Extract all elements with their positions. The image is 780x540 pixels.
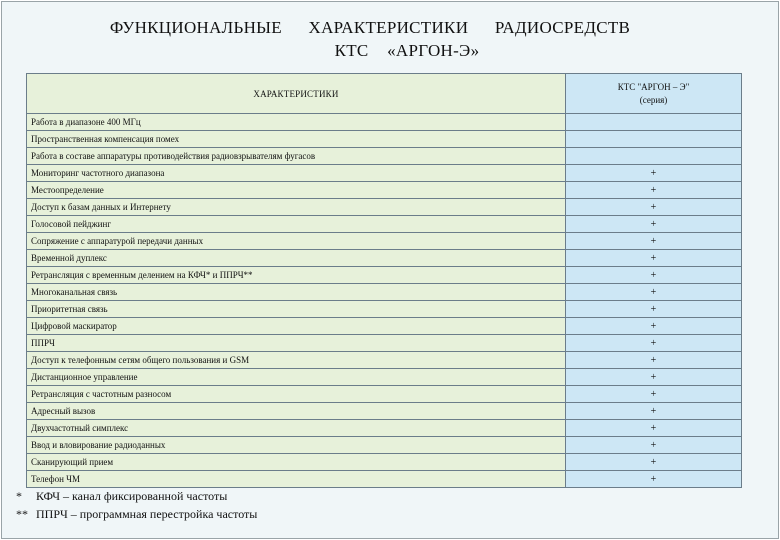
support-mark-value: + xyxy=(650,337,657,349)
table-row xyxy=(27,420,742,437)
characteristics-header-label: ХАРАКТЕРИСТИКИ xyxy=(253,88,339,99)
support-mark-value: + xyxy=(650,167,657,179)
support-mark xyxy=(566,301,742,318)
support-mark xyxy=(566,216,742,233)
table-row xyxy=(27,233,742,250)
support-mark-value: + xyxy=(650,201,657,213)
page-title xyxy=(2,16,778,62)
support-mark-value: + xyxy=(650,303,657,315)
support-mark xyxy=(566,335,742,352)
support-mark xyxy=(566,148,742,165)
support-mark-value: + xyxy=(650,320,657,332)
characteristics-table xyxy=(26,73,742,488)
support-mark-value: + xyxy=(650,269,657,281)
characteristic-label: Местоопределение xyxy=(27,182,566,199)
table-row xyxy=(27,165,742,182)
support-mark xyxy=(566,454,742,471)
support-mark xyxy=(566,437,742,454)
support-mark-value: + xyxy=(650,371,657,383)
support-mark xyxy=(566,165,742,182)
support-mark xyxy=(566,131,742,148)
support-mark xyxy=(566,267,742,284)
table-row xyxy=(27,386,742,403)
characteristic-label: Дистанционное управление xyxy=(27,369,566,386)
characteristic-label: Сканирующий прием xyxy=(27,454,566,471)
characteristic-label: Ретрансляция с временным делением на КФЧ* и ППРЧ** xyxy=(27,267,566,284)
table-row xyxy=(27,318,742,335)
characteristic-label: Двухчастотный симплекс xyxy=(27,420,566,437)
characteristic-label: Мониторинг частотного диапазона xyxy=(27,165,566,182)
characteristic-label: Многоканальная связь xyxy=(27,284,566,301)
table-row xyxy=(27,369,742,386)
characteristic-label: Временной дуплекс xyxy=(27,250,566,267)
support-mark xyxy=(566,199,742,216)
table-row xyxy=(27,199,742,216)
table-row xyxy=(27,216,742,233)
characteristic-label: Сопряжение с аппаратурой передачи данных xyxy=(27,233,566,250)
characteristic-label: Цифровой маскиратор xyxy=(27,318,566,335)
table-row xyxy=(27,437,742,454)
table-row xyxy=(27,148,742,165)
support-mark xyxy=(566,250,742,267)
support-mark-value: + xyxy=(650,439,657,451)
characteristic-label: Голосовой пейджинг xyxy=(27,216,566,233)
product-header-name: КТС "АРГОН – Э" xyxy=(617,81,690,92)
table-row xyxy=(27,250,742,267)
slide xyxy=(1,1,779,539)
product-header-series: (серия) xyxy=(639,94,668,105)
support-mark xyxy=(566,420,742,437)
support-mark xyxy=(566,369,742,386)
support-mark-value: + xyxy=(650,184,657,196)
footnote-symbol: * xyxy=(16,489,22,503)
characteristic-label: Доступ к базам данных и Интернету xyxy=(27,199,566,216)
table-row xyxy=(27,352,742,369)
table-row xyxy=(27,454,742,471)
support-mark xyxy=(566,284,742,301)
table-header-row xyxy=(27,74,742,114)
support-mark xyxy=(566,386,742,403)
characteristic-label: ППРЧ xyxy=(27,335,566,352)
table-row xyxy=(27,471,742,488)
support-mark xyxy=(566,318,742,335)
characteristic-label: Ввод и вловирование радиоданных xyxy=(27,437,566,454)
support-mark-value: + xyxy=(650,286,657,298)
table-row xyxy=(27,284,742,301)
table-row xyxy=(27,335,742,352)
table-row xyxy=(27,131,742,148)
support-mark-value: + xyxy=(650,235,657,247)
footnote-text: КФЧ – канал фиксированной частоты xyxy=(36,489,228,503)
characteristic-label: Работа в диапазоне 400 МГц xyxy=(27,114,566,131)
footnote-pprch xyxy=(16,507,257,522)
characteristic-label: Приоритетная связь xyxy=(27,301,566,318)
support-mark-value: + xyxy=(650,473,657,485)
support-mark xyxy=(566,471,742,488)
support-mark xyxy=(566,233,742,250)
characteristics-column-header xyxy=(27,74,566,114)
support-mark-value: + xyxy=(650,388,657,400)
table-row xyxy=(27,267,742,284)
characteristic-label: Пространственная компенсация помех xyxy=(27,131,566,148)
table-row xyxy=(27,182,742,199)
support-mark-value: + xyxy=(650,218,657,230)
title-line-2: КТС «АРГОН-Э» xyxy=(334,41,480,60)
support-mark xyxy=(566,352,742,369)
table-row xyxy=(27,114,742,131)
characteristic-label: Телефон ЧМ xyxy=(27,471,566,488)
table-row xyxy=(27,301,742,318)
support-mark xyxy=(566,403,742,420)
footnote-kfch xyxy=(16,489,227,504)
footnote-text: ППРЧ – программная перестройка частоты xyxy=(36,507,258,521)
product-column-header xyxy=(566,74,742,114)
title-line-1: ФУНКЦИОНАЛЬНЫЕ ХАРАКТЕРИСТИКИ РАДИОСРЕДСТВ xyxy=(109,18,631,37)
support-mark-value: + xyxy=(650,456,657,468)
support-mark xyxy=(566,114,742,131)
characteristic-label: Ретрансляция с частотным разносом xyxy=(27,386,566,403)
table-row xyxy=(27,403,742,420)
footnote-symbol: ** xyxy=(16,507,28,521)
support-mark xyxy=(566,182,742,199)
characteristic-label: Доступ к телефонным сетям общего пользования и GSM xyxy=(27,352,566,369)
support-mark-value: + xyxy=(650,354,657,366)
support-mark-value: + xyxy=(650,405,657,417)
characteristic-label: Адресный вызов xyxy=(27,403,566,420)
support-mark-value: + xyxy=(650,422,657,434)
characteristic-label: Работа в составе аппаратуры противодействия радиовзрывателям фугасов xyxy=(27,148,566,165)
support-mark-value: + xyxy=(650,252,657,264)
